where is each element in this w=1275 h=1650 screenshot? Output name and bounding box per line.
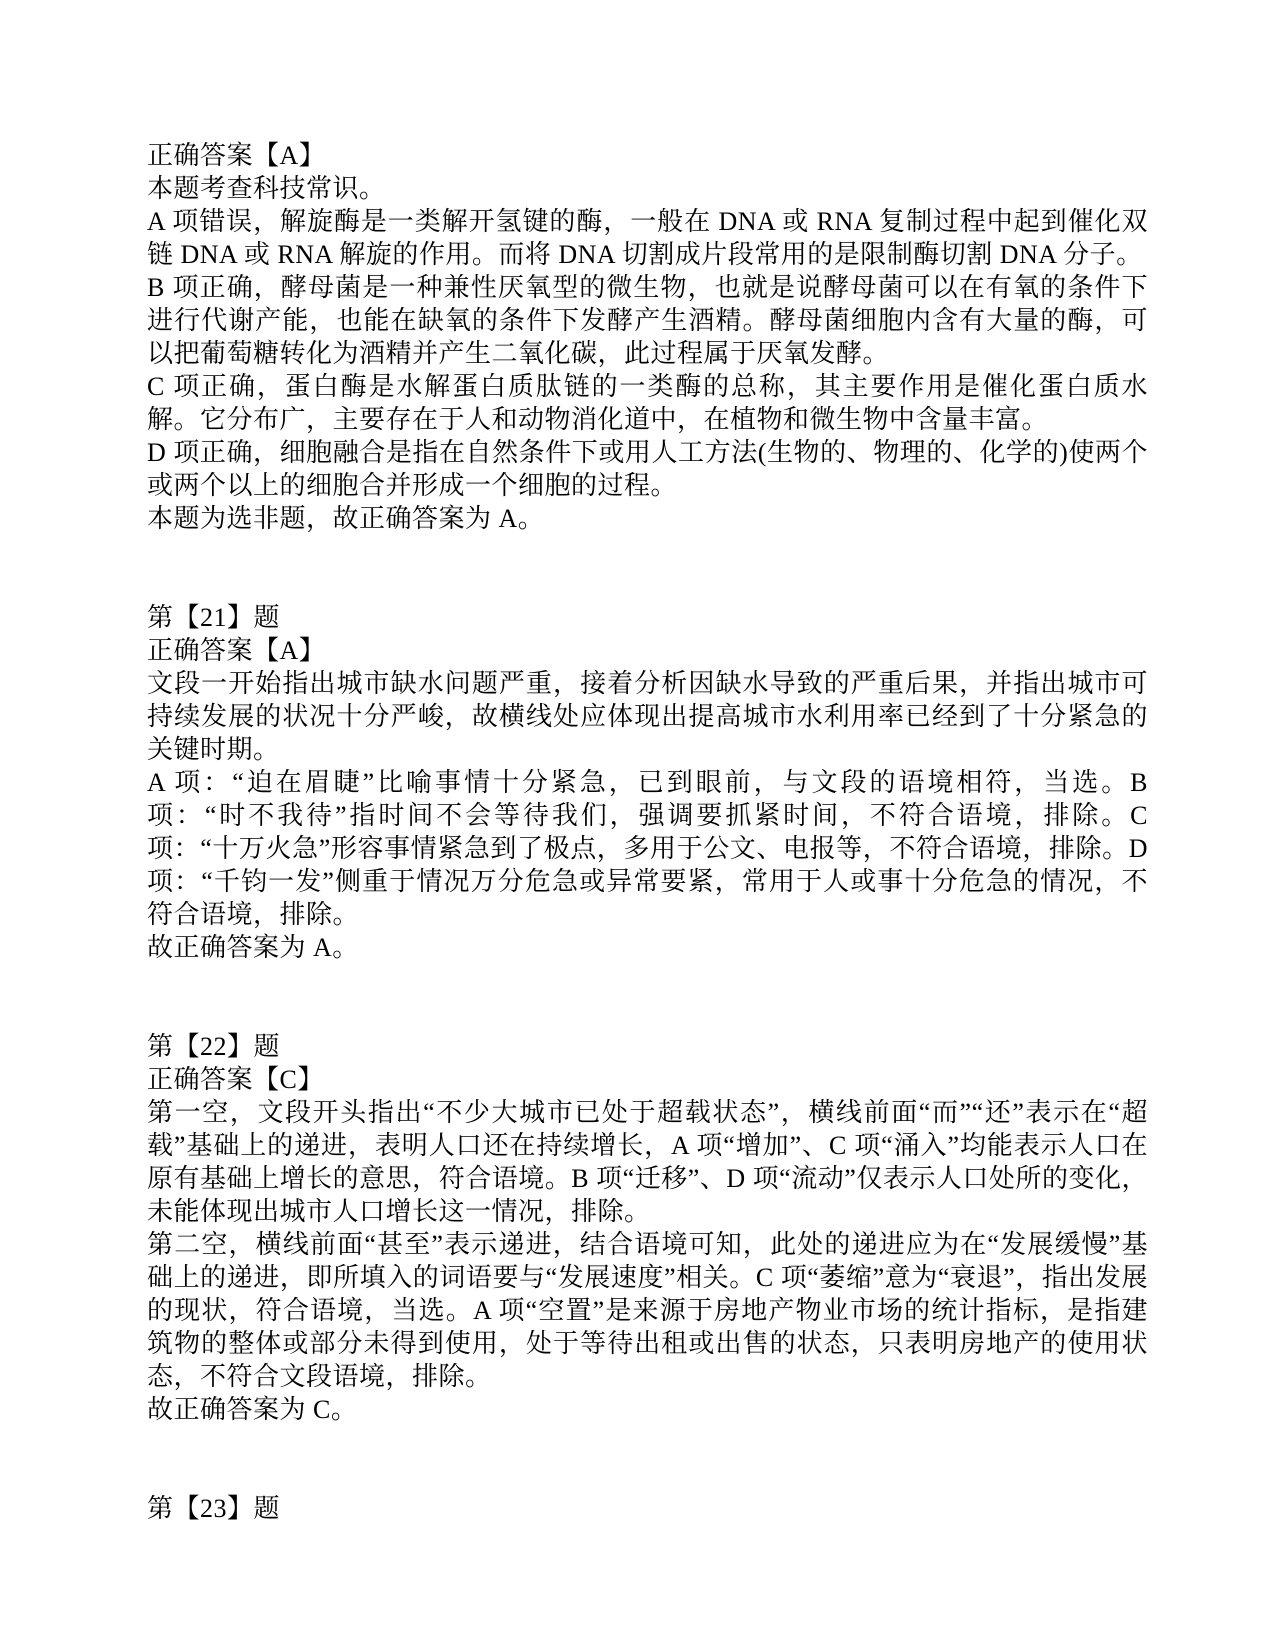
correct-answer-line: 正确答案【C】 — [147, 1065, 324, 1094]
question-23-header: 第【23】题 — [147, 1494, 281, 1523]
first-blank-analysis: 第一空，文段开头指出“不少大城市已处于超载状态”，横线前面“而”“还”表示在“超载”基础上的递进，表明人口还在持续增长，A 项“增加”、C 项“涌入”均能表示人口在原有基础上增长的意思，符合语境。B 项“迁移”、D 项“流动”仅表示人口处所的变化，未能体现出城市人口增长这一情况，排除。 — [147, 1098, 1149, 1226]
answer-block-q23 — [147, 1492, 1148, 1525]
second-blank-analysis: 第二空，横线前面“甚至”表示递进，结合语境可知，此处的递进应为在“发展缓慢”基础上的递进，即所填入的词语要与“发展速度”相关。C 项“萎缩”意为“衰退”，指出发展的现状，符合语境，当选。A 项“空置”是来源于房地产物业市场的统计指标，是指建筑物的整体或部分未得到使用，处于等待出租或出售的状态，只表明房地产的使用状态，不符合文段语境，排除。 — [147, 1230, 1148, 1391]
option-b-analysis: B 项正确，酵母菌是一种兼性厌氧型的微生物，也就是说酵母菌可以在有氧的条件下进行代谢产能，也能在缺氧的条件下发酵产生酒精。酵母菌细胞内含有大量的酶，可以把葡萄糖转化为酒精并产生二氧化碳，此过程属于厌氧发酵。 — [147, 273, 1148, 368]
options-analysis: A 项：“迫在眉睫”比喻事情十分紧急，已到眼前，与文段的语境相符，当选。B 项：“时不我待”指时间不会等待我们，强调要抓紧时间，不符合语境，排除。C 项：“十万火急”形容事情紧急到了极点，多用于公文、电报等，不符合语境，排除。D 项：“千钧一发”侧重于情况万分危急或异常要紧，常用于人或事十分危急的情况，不符合语境，排除。 — [147, 768, 1148, 929]
answer-block-q22 — [147, 1030, 1148, 1426]
document-text-area — [147, 139, 1148, 1525]
correct-answer-line: 正确答案【A】 — [147, 141, 326, 170]
conclusion-line: 故正确答案为 A。 — [147, 933, 359, 962]
option-a-analysis: A 项错误，解旋酶是一类解开氢键的酶，一般在 DNA 或 RNA 复制过程中起到催化双链 DNA 或 RNA 解旋的作用。而将 DNA 切割成片段常用的是限制酶切割 DNA 分子。 — [147, 207, 1148, 269]
question-21-header: 第【21】题 — [147, 603, 281, 632]
question-22-header: 第【22】题 — [147, 1032, 281, 1061]
correct-answer-line: 正确答案【A】 — [147, 636, 326, 665]
answer-block-q20 — [147, 139, 1148, 535]
exam-point-line: 本题考查科技常识。 — [147, 174, 386, 203]
passage-analysis: 文段一开始指出城市缺水问题严重，接着分析因缺水导致的严重后果，并指出城市可持续发展的状况十分严峻，故横线处应体现出提高城市水利用率已经到了十分紧急的关键时期。 — [147, 669, 1148, 764]
conclusion-line: 本题为选非题，故正确答案为 A。 — [147, 504, 545, 533]
answer-block-q21 — [147, 601, 1148, 964]
option-c-analysis: C 项正确，蛋白酶是水解蛋白质肽链的一类酶的总称，其主要作用是催化蛋白质水解。它分布广，主要存在于人和动物消化道中，在植物和微生物中含量丰富。 — [147, 372, 1148, 434]
option-d-analysis: D 项正确，细胞融合是指在自然条件下或用人工方法(生物的、物理的、化学的)使两个或两个以上的细胞合并形成一个细胞的过程。 — [147, 438, 1148, 500]
conclusion-line: 故正确答案为 C。 — [147, 1395, 358, 1424]
